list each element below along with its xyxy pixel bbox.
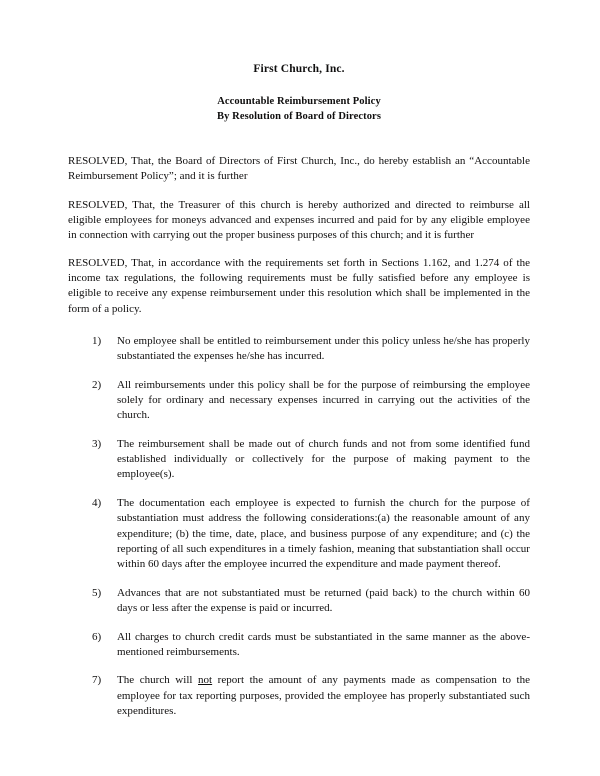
list-item <box>68 586 530 617</box>
list-item <box>68 673 530 719</box>
list-item-text: No employee shall be entitled to reimbursement under this policy unless he/she has properly substantiated the expenses he/she has incurred. <box>117 334 530 363</box>
list-item-text-segment: report the amount of any payments made as compensation to the employee for tax reporting purposes, provided the employee has properly substantiated such expenditures. <box>117 674 531 718</box>
requirements-list <box>68 334 530 720</box>
document-body <box>68 62 530 720</box>
resolution-paragraph: RESOLVED, That, the Treasurer of this church is hereby authorized and directed to reimburse all eligible employees for moneys advanced and expenses incurred and paid for by any eligible employee in connection with carrying out the proper business purposes of this church; and it is further <box>68 198 530 241</box>
list-item-text: The reimbursement shall be made out of church funds and not from some identified fund established individually or collectively for the purpose of making payment to the employee(s). <box>117 437 530 481</box>
list-item <box>68 334 530 365</box>
list-item-marker: 6) <box>92 630 102 643</box>
list-item-text: Advances that are not substantiated must be returned (paid back) to the church within 60 days or less after the expense is paid or incurred. <box>117 586 530 615</box>
resolution-paragraph: RESOLVED, That, in accordance with the requirements set forth in Sections 1.162, and 1.274 of the income tax regulations, the following requirements must be fully satisfied before any employee is eligible to receive any expense reimbursement under this resolution which shall be implemented in the form of a policy. <box>68 257 530 315</box>
list-item-marker: 5) <box>92 586 102 599</box>
list-item-text: All reimbursements under this policy shall be for the purpose of reimbursing the employee solely for ordinary and necessary expenses incurred in carrying out the activities of the church. <box>117 378 530 422</box>
document-subtitle-line-2: By Resolution of Board of Directors <box>217 111 381 123</box>
list-item-marker: 1) <box>92 334 102 347</box>
list-item-marker: 3) <box>92 437 102 450</box>
list-item-marker: 4) <box>92 496 102 509</box>
resolutions-section <box>68 154 530 317</box>
list-item <box>68 496 530 573</box>
organization-title: First Church, Inc. <box>253 63 345 75</box>
document-subtitle-line-1: Accountable Reimbursement Policy <box>217 96 381 108</box>
list-item <box>68 437 530 483</box>
list-item-text: All charges to church credit cards must be substantiated in the same manner as the above-mentioned reimbursements. <box>117 630 530 658</box>
list-item <box>68 630 530 661</box>
document-subtitle <box>68 95 530 125</box>
list-item-marker: 7) <box>92 674 102 687</box>
list-item-text: The documentation each employee is expected to furnish the church for the purpose of substantiation must address the following considerations:(a) the reasonable amount of any expenditure; (b) the time, date, place, and business purpose of any expenditure; and (c) the reporting of all such expenditures in a timely fashion, meaning that substantiation shall occur within 60 days after the employee incurred the expenditure and made payment thereof. <box>117 496 530 571</box>
list-item-marker: 2) <box>92 378 102 391</box>
resolution-paragraph: RESOLVED, That, the Board of Directors of First Church, Inc., do hereby establish an “Accountable Reimbursement Policy”; and it is further <box>68 155 530 183</box>
emphasized-word: not <box>198 674 213 687</box>
list-item-text <box>117 674 530 717</box>
list-item-text-segment: The church will <box>117 674 199 687</box>
list-item <box>68 378 530 424</box>
